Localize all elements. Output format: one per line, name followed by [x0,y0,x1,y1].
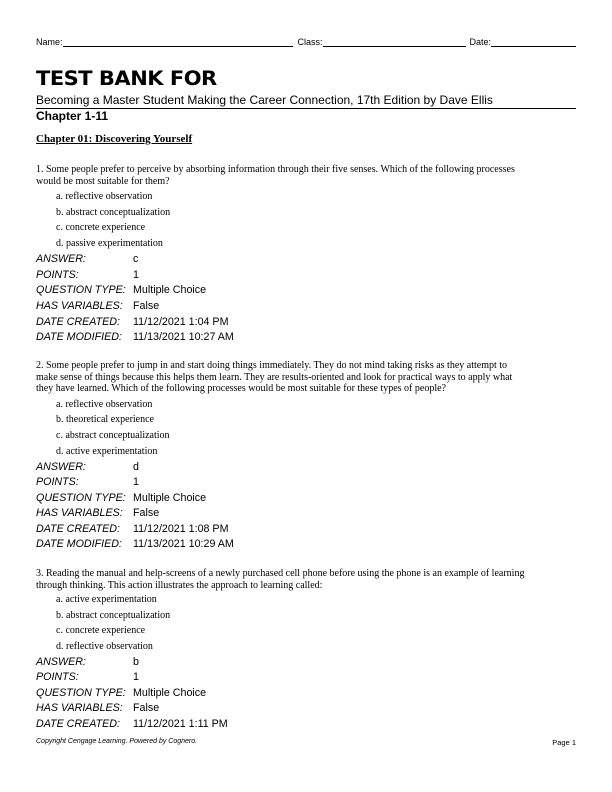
question-2-option-c: c. abstract conceptualization [56,430,170,441]
question-1-date-modified: DATE MODIFIED: 11/13/2021 10:27 AM [36,331,234,343]
question-2-text: 2. Some people prefer to jump in and start doing things immediately. They do not mind taking risks as they attempt to make sense of things because this helps them learn. They are results-oriented and look for practical ways to apply what they have learned. Which of the following processes would be most suitable for these types of people? [36,360,513,395]
question-3-option-d: d. reflective observation [56,641,153,652]
question-1-type: QUESTION TYPE: Multiple Choice [36,284,207,296]
question-3-option-a: a. active experimentation [56,594,157,605]
question-2-has-variables: HAS VARIABLES: False [36,507,160,519]
question-1-option-a: a. reflective observation [56,191,153,202]
question-2-option-b: b. theoretical experience [56,414,154,425]
name-label: Name: [36,37,63,47]
book-subtitle: Becoming a Master Student Making the Career Connection, 17th Edition by Dave Ellis [36,93,576,109]
question-2-date-created: DATE CREATED: 11/12/2021 1:08 PM [36,523,229,535]
question-1-option-c: c. concrete experience [56,222,146,233]
question-3-has-variables: HAS VARIABLES: False [36,702,160,714]
question-2-date-modified: DATE MODIFIED: 11/13/2021 10:29 AM [36,538,234,550]
chapter-heading: Chapter 01: Discovering Yourself [36,133,193,145]
name-line [63,37,293,47]
question-1-text: 1. Some people prefer to perceive by absorbing information through their five senses. Which of the following processes would be most suitable for them? [36,164,515,187]
footer-page-number: Page 1 [552,738,576,747]
question-2-option-a: a. reflective observation [56,399,153,410]
class-line [323,37,466,47]
document-title: TEST BANK FOR [36,67,217,90]
class-label: Class: [297,37,323,47]
footer-copyright: Copyright Cengage Learning. Powered by Cognero. [36,738,198,745]
question-2-points: POINTS: 1 [36,476,139,488]
question-3-answer: ANSWER: b [36,656,139,668]
question-1-option-d: d. passive experimentation [56,238,163,249]
date-label: Date: [469,37,492,47]
question-1-points: POINTS: 1 [36,269,139,281]
question-1-answer: ANSWER: c [36,253,139,265]
question-3-option-b: b. abstract conceptualization [56,610,171,621]
question-3-type: QUESTION TYPE: Multiple Choice [36,687,207,699]
question-1-date-created: DATE CREATED: 11/12/2021 1:04 PM [36,316,229,328]
question-3-date-created: DATE CREATED: 11/12/2021 1:11 PM [36,718,228,730]
name-class-date-header [36,37,576,47]
date-line [491,37,576,47]
chapter-range: Chapter 1-11 [36,109,109,123]
question-2-option-d: d. active experimentation [56,446,158,457]
question-3-text: 3. Reading the manual and help-screens of a newly purchased cell phone before using the phone is an example of learning through thinking. This action illustrates the approach to learning called: [36,568,525,591]
question-2-answer: ANSWER: d [36,461,139,473]
question-1-option-b: b. abstract conceptualization [56,207,171,218]
question-3-option-c: c. concrete experience [56,625,146,636]
question-2-type: QUESTION TYPE: Multiple Choice [36,492,207,504]
question-3-points: POINTS: 1 [36,671,139,683]
question-1-has-variables: HAS VARIABLES: False [36,300,160,312]
